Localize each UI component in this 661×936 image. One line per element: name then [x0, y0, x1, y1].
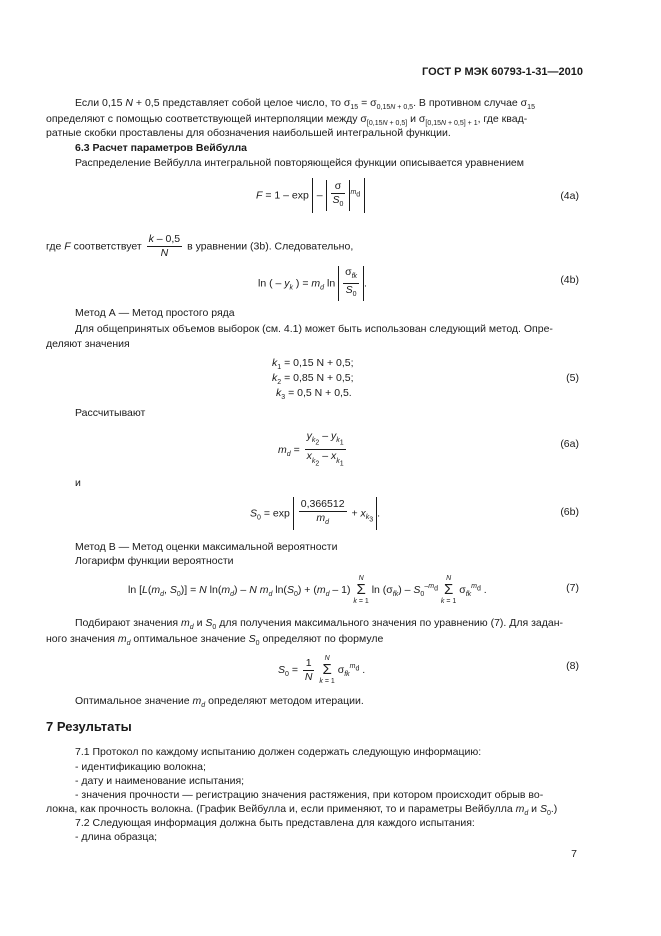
intro-line-1: Если 0,15 N + 0,5 представляет собой целое число, то $\sigma_{15} = \sigma_{0,15N + 0,5}$. В противном случае $\sigma_{15}$: [75, 97, 535, 112]
method-a-text-1: Для общепринятых объемов выборок (см. 4.1) может быть использован следующий метод. Опре-: [75, 323, 553, 335]
equation-5-label: (5): [566, 372, 579, 384]
section-7-line-4: - значения прочности — регистрацию значения растяжения, при котором происходит обрыв во-: [75, 789, 544, 801]
page-number: 7: [571, 848, 577, 860]
section-7-line-7: - длина образца;: [75, 831, 158, 843]
equation-8: $S_0$ = $\frac{1}{N}$ N Σ k = 1 $\sigma_{fk}^{m_d}$ .: [278, 655, 366, 685]
equation-6a-label: (6a): [560, 438, 579, 450]
section-7-line-3: - дату и наименование испытания;: [75, 775, 245, 787]
method-a-text-2: деляют значения: [46, 338, 130, 350]
section-7-line-1: 7.1 Протокол по каждому испытанию должен содержать следующую информацию:: [75, 746, 482, 758]
document-header: ГОСТ Р МЭК 60793-1-31—2010: [422, 66, 583, 78]
equation-5-k2: $k_2 = 0,85$ N + 0,5;: [272, 372, 354, 387]
method-b-para-1: Подбирают значения $m_d$ и $S_0$ для получения максимального значения по уравнению (7). Для задан-: [75, 617, 564, 632]
where-line: где F соответствует $\frac{k - 0,5}{N}$ в уравнении (3b). Следовательно,: [46, 233, 354, 259]
method-b-text: Логарифм функции вероятности: [75, 555, 234, 567]
and-text: и: [75, 477, 81, 489]
method-a-title: Метод А — Метод простого ряда: [75, 307, 235, 319]
section-7-line-5: локна, как прочность волокна. (График Вейбулла и, если применяют, то и параметры Вейбулла $m_d$ и $S_0$.): [46, 803, 558, 818]
section-7-line-2: - идентификацию волокна;: [75, 761, 206, 773]
equation-7: $\ln [L(m_d$, $S_0)] = N$ $\ln(m_d)$ – N $m_d$ $\ln(S_0) + (m_d - 1)$ N Σ k = 1 $\ln (\sigma_{fk}) - S_0^{-m_d}$ N Σ k = 1 $\sigma_{fk}^{m_d}$ .: [128, 575, 487, 605]
equation-6a: $m_d$ = $\frac{y_{k_2} - y_{k_1}}{x_{k_2} - x_{k_1}}$: [278, 430, 344, 467]
equation-4a: F = 1 – exp – $\frac{\sigma}{S_0}$ $^{m_d}$: [256, 178, 365, 213]
intro-line-3: ратные скобки проставлены для обозначения наибольшей интегральной функции.: [46, 127, 451, 139]
section-7-line-6: 7.2 Следующая информация должна быть представлена для каждого испытания:: [75, 817, 475, 829]
equation-4b: ln ( – $y_k$ ) = $m_d$ ln $\frac{\sigma_{fk}}{S_0}$ .: [258, 266, 367, 301]
section-6-3-title: 6.3 Расчет параметров Вейбулла: [75, 142, 247, 154]
equation-7-label: (7): [566, 582, 579, 594]
equation-5-k3: $k_3 = 0,5$ N + 0,5.: [276, 387, 352, 402]
method-b-title: Метод В — Метод оценки максимальной вероятности: [75, 541, 338, 553]
equation-5-k1: $k_1 = 0,15$ N + 0,5;: [272, 357, 354, 372]
intro-line-2: определяют с помощью соответствующей интерполяции между $\sigma_{[0,15N + 0,5]}$ и $\sigma_{[0,15N + 0,5] + 1}$, где квад-: [46, 113, 528, 128]
equation-6b-label: (6b): [560, 506, 579, 518]
method-b-para-3: Оптимальное значение $m_d$ определяют методом итерации.: [75, 695, 364, 710]
section-6-3-text: Распределение Вейбулла интегральной повторяющейся функции описывается уравнением: [75, 157, 524, 169]
calc-text: Рассчитывают: [75, 407, 146, 419]
equation-4a-label: (4a): [560, 190, 579, 202]
section-7-title: 7 Результаты: [46, 719, 132, 734]
equation-6b: $S_0 = \exp$ $\frac{0,366512}{m_d}$ + $x_{k_3}$.: [250, 497, 380, 530]
method-b-para-2: ного значения $m_d$ оптимальное значение $S_0$ определяют по формуле: [46, 633, 384, 648]
equation-8-label: (8): [566, 660, 579, 672]
equation-4b-label: (4b): [560, 274, 579, 286]
